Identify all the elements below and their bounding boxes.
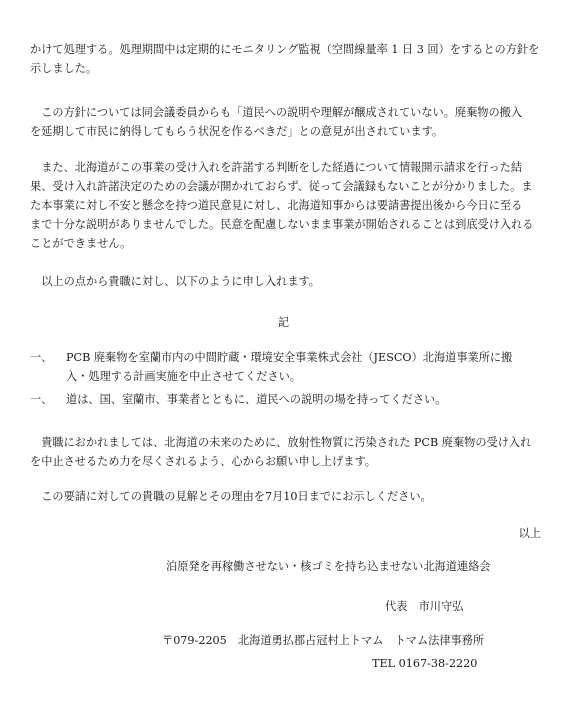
text-line: 以上の点から貴職に対し、以下のように申し入れます。 <box>30 275 320 288</box>
paragraph-committee-opinion <box>30 103 546 141</box>
telephone-number: TEL 0167-38-2220 <box>372 657 478 670</box>
text-line: 果、受け入れ許諾決定のための会議が開かれておらず、従って会議録もないことが分かりました。ま <box>30 180 533 193</box>
text-line: 示しました。 <box>30 62 98 75</box>
paragraph-disclosure-request <box>30 158 546 253</box>
item-body <box>66 348 512 386</box>
item-marker: 一、 <box>30 351 53 364</box>
text-line: PCB 廃棄物を室蘭市内の中間貯蔵・環境安全事業株式会社（JESCO）北海道事業所に搬 <box>66 351 513 364</box>
paragraph-response-deadline <box>30 487 546 506</box>
text-line: 貴職におかれましては、北海道の未来のために、放射性物質に汚染された PCB 廃棄物の受け入れ <box>30 436 532 449</box>
text-line: 道は、国、室蘭市、事業者とともに、道民への説明の場を持ってください。 <box>66 393 447 406</box>
text-line: この方針については同会議委員からも「道民への説明や理解が醸成されていない。廃棄物の搬入 <box>30 106 523 119</box>
text-line: まで十分な説明がありませんでした。民意を配慮しないまま事業が開始されることは到底受け入れる <box>30 218 534 231</box>
text-line: 入・処理する計画実施を中止させてください。 <box>66 370 301 383</box>
text-line: また、北海道がこの事業の受け入れを許諾する判断をした経過について情報開示請求を行った結 <box>30 161 523 174</box>
text-line: を延期して市民に納得してもらう状況を作るべきだ」との意見が出されています。 <box>30 125 444 138</box>
text-line: を中止させるため力を尽くされるよう、心からお願い申し上げます。 <box>30 455 376 468</box>
postal-address: 〒079-2205 北海道勇払郡占冠村上トマム トマム法律事務所 <box>162 634 485 647</box>
text-line: この要請に対しての貴職の見解とその理由を7月10日までにお示しください。 <box>30 490 432 503</box>
paragraph-monitoring-policy <box>30 40 546 78</box>
paragraph-intro-requests <box>30 272 546 291</box>
representative-name: 代表 市川守弘 <box>385 600 464 613</box>
closing-mark: 以上 <box>518 527 541 540</box>
text-line: かけて処理する。処理期間中は定期的にモニタリング監視（空間線量率 1 日 3 回）をするとの方針を <box>30 43 540 56</box>
organization-name: 泊原発を再稼働させない・核ゴミを持ち込ませない北海道連絡会 <box>166 560 491 573</box>
text-line: ことができません。 <box>30 237 132 250</box>
section-heading: 記 <box>277 316 290 329</box>
item-marker: 一、 <box>30 393 53 406</box>
text-line: た本事業に対し不安と懸念を持つ道民意見に対し、北海道知事からは要請書提出後から今日に至る <box>30 199 523 212</box>
item-body <box>66 390 446 409</box>
paragraph-appeal <box>30 433 546 471</box>
